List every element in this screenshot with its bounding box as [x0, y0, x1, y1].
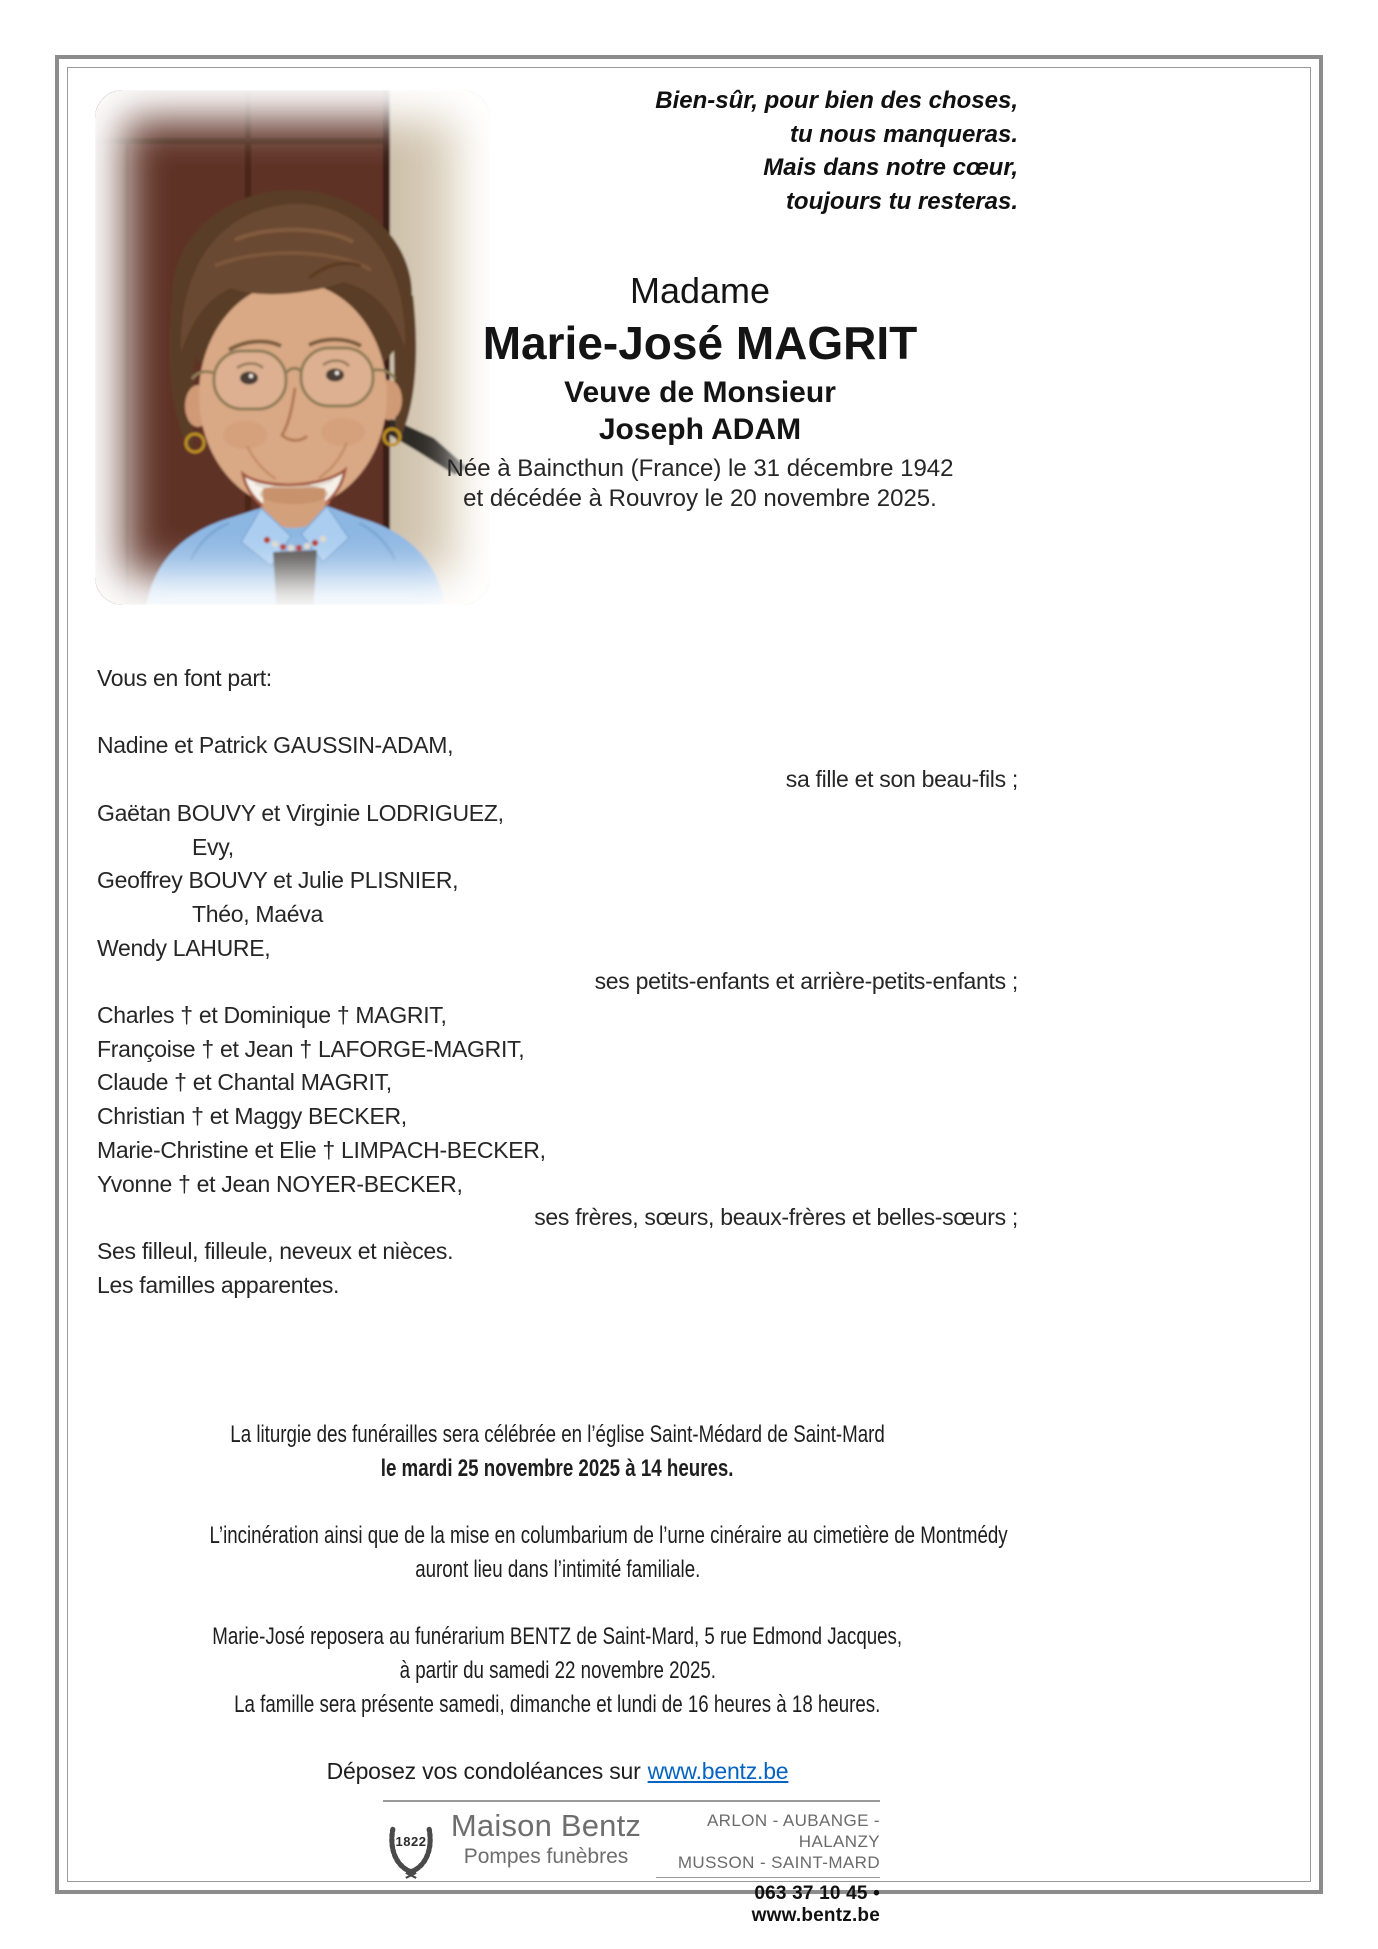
locations-block	[656, 1810, 880, 1927]
deceased-title: Madame	[629, 270, 771, 311]
closing-line: Les familles apparentes.	[97, 1271, 340, 1298]
locations-line: MUSSON - SAINT-MARD	[677, 1853, 880, 1872]
quote-line: toujours tu resteras.	[785, 187, 1018, 215]
relation-label: ses frères, sœurs, beaux-frères et belles-sœurs ;	[534, 1204, 1018, 1231]
company-tagline: Pompes funèbres	[463, 1845, 629, 1868]
birth-line: Née à Baincthun (France) le 31 décembre 1942	[446, 455, 954, 482]
death-line: et décédée à Rouvroy le 20 novembre 2025.	[463, 485, 937, 512]
family-member: Christian † et Maggy BECKER,	[97, 1103, 407, 1130]
repose-line: Marie-José reposera au funérarium BENTZ de Saint-Mard, 5 rue Edmond Jacques,	[212, 1623, 903, 1651]
widow-line: Veuve de Monsieur	[564, 376, 836, 409]
locations-line: ARLON - AUBANGE - HALANZY	[706, 1811, 880, 1851]
deceased-name: Marie-José MAGRIT	[482, 317, 918, 369]
condolences-line	[97, 1755, 1018, 1789]
deceased-heading	[380, 268, 1020, 514]
memorial-quote	[655, 84, 1018, 218]
cremation-line: L’incinération ainsi que de la mise en columbarium de l’urne cinéraire au cimetière de Montmédy	[209, 1522, 1008, 1550]
family-member: Marie-Christine et Elie † LIMPACH-BECKER,	[97, 1136, 546, 1163]
condolences-text: Déposez vos condoléances sur	[326, 1757, 641, 1784]
quote-line: Bien-sûr, pour bien des choses,	[655, 87, 1018, 114]
family-intro: Vous en font part:	[97, 665, 272, 691]
family-member: Théo, Maéva	[192, 900, 323, 927]
family-member: Yvonne † et Jean NOYER-BECKER,	[97, 1170, 463, 1197]
company-name: Maison Bentz	[450, 1808, 642, 1843]
closing-line: Ses filleul, filleule, neveux et nièces.	[97, 1237, 454, 1264]
liturgy-line: La liturgie des funérailles sera célébrée en l’église Saint-Médard de Saint-Mard	[230, 1421, 885, 1448]
cremation-line: auront lieu dans l’intimité familiale.	[414, 1555, 701, 1583]
family-member: Nadine et Patrick GAUSSIN-ADAM,	[97, 732, 454, 759]
family-member: Françoise † et Jean † LAFORGE-MAGRIT,	[97, 1035, 525, 1062]
divider-line	[656, 1877, 880, 1878]
family-announcement	[97, 662, 1018, 1302]
quote-line: Mais dans notre cœur,	[763, 154, 1018, 181]
family-member: Gaëtan BOUVY et Virginie LODRIGUEZ,	[97, 799, 504, 826]
repose-line: La famille sera présente samedi, dimanche et lundi de 16 heures à 18 heures.	[234, 1690, 881, 1718]
family-member: Claude † et Chantal MAGRIT,	[97, 1069, 392, 1096]
liturgy-date: le mardi 25 novembre 2025 à 14 heures.	[381, 1454, 734, 1482]
spouse-name: Joseph ADAM	[598, 413, 802, 446]
spacer	[97, 1586, 1018, 1620]
spacer	[97, 1485, 1018, 1519]
quote-line: tu nous manqueras.	[789, 120, 1018, 148]
spacer	[97, 696, 1018, 730]
relation-label: sa fille et son beau-fils ;	[785, 766, 1018, 793]
family-member: Wendy LAHURE,	[97, 934, 271, 961]
relation-label: ses petits-enfants et arrière-petits-enfants ;	[594, 968, 1018, 995]
family-member: Evy,	[192, 833, 234, 860]
founded-year: 1822	[395, 1834, 427, 1849]
repose-line: à partir du samedi 22 novembre 2025.	[399, 1656, 716, 1684]
ceremony-details	[97, 1418, 1018, 1789]
phone-website: 063 37 10 45 • www.bentz.be	[751, 1883, 880, 1926]
family-member: Geoffrey BOUVY et Julie PLISNIER,	[97, 867, 459, 894]
company-block	[445, 1809, 647, 1869]
family-member: Charles † et Dominique † MAGRIT,	[97, 1002, 447, 1029]
spacer	[97, 1721, 1018, 1755]
condolences-link[interactable]: www.bentz.be	[647, 1757, 789, 1784]
funeral-home-banner	[383, 1800, 880, 1926]
